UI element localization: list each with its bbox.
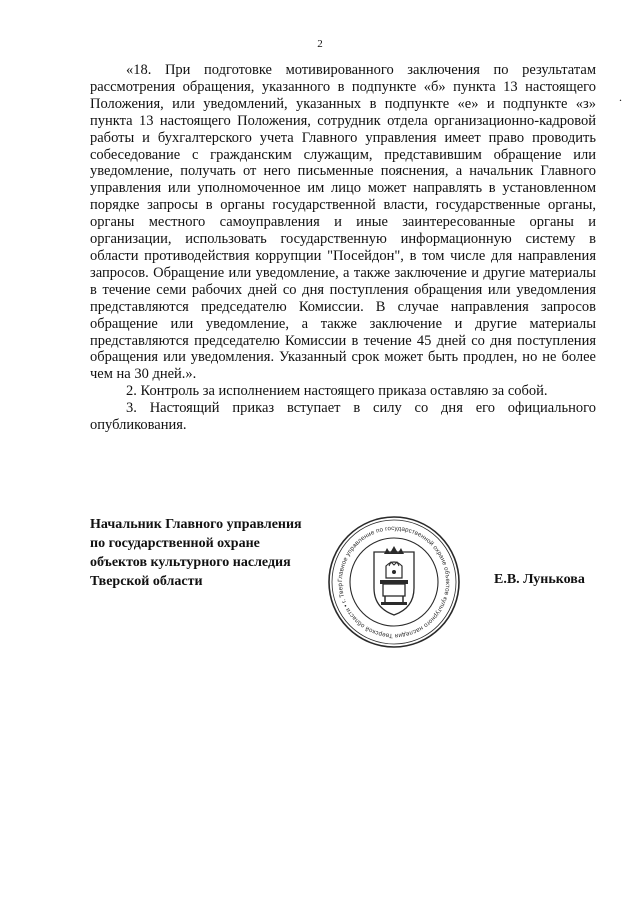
- margin-mark: .: [619, 90, 622, 104]
- paragraph-effective: 3. Настоящий приказ вступает в силу со дня его официального опубликования.: [90, 400, 596, 434]
- paragraph-control: 2. Контроль за исполнением настоящего приказа оставляю за собой.: [126, 383, 548, 400]
- paragraph-amendment: «18. При подготовке мотивированного заключения по результатам рассмотрения обращения, указанного в подпункте «б» пункта 13 настоящего Положения, или уведомлений, указанных в подпункте «е» и подпункте «з» пункта 13 настоящего Положения, сотрудник отдела организационно-кадровой работы и бухгалтерского учета Главного управления имеет право проводить собеседование с гражданским служащим, представившим обращение или уведомление, получать от него письменные пояснения, а начальник Главного управления или уполномоченное им лицо может направлять в установленном порядке запросы в органы государственной власти, государственные органы, органы местного самоуправления и иные заинтересованные органы и организации, использовать государственную информационную систему в области противодействия коррупции "Посейдон", в том числе для направления запросов. Обращение или уведомление, а также заключение и другие материалы в течение семи рабочих дней со дня поступления обращения или уведомления представляются председателю Комиссии. В случае направления запросов обращение или уведомление, а также заключение и другие материалы представляются председателю Комиссии в течение 45 дней со дня поступления обращения или уведомления. Указанный срок может быть продлен, но не более чем на 30 дней.».: [90, 62, 596, 383]
- signer-title-line: по государственной охране: [90, 536, 260, 551]
- signer-title-line: Тверской области: [90, 574, 203, 589]
- official-seal-icon: [326, 514, 462, 650]
- page-number: 2: [317, 38, 323, 50]
- signature-block: [90, 515, 302, 591]
- seal-text: Главное управление по государственной охране объектов культурного наследия Тверской области • г. Твер: [336, 524, 452, 640]
- document-body: [90, 62, 596, 434]
- signer-name: Е.В. Лунькова: [494, 572, 585, 587]
- signer-title-line: объектов культурного наследия: [90, 555, 291, 570]
- signer-title-line: Начальник Главного управления: [90, 517, 302, 532]
